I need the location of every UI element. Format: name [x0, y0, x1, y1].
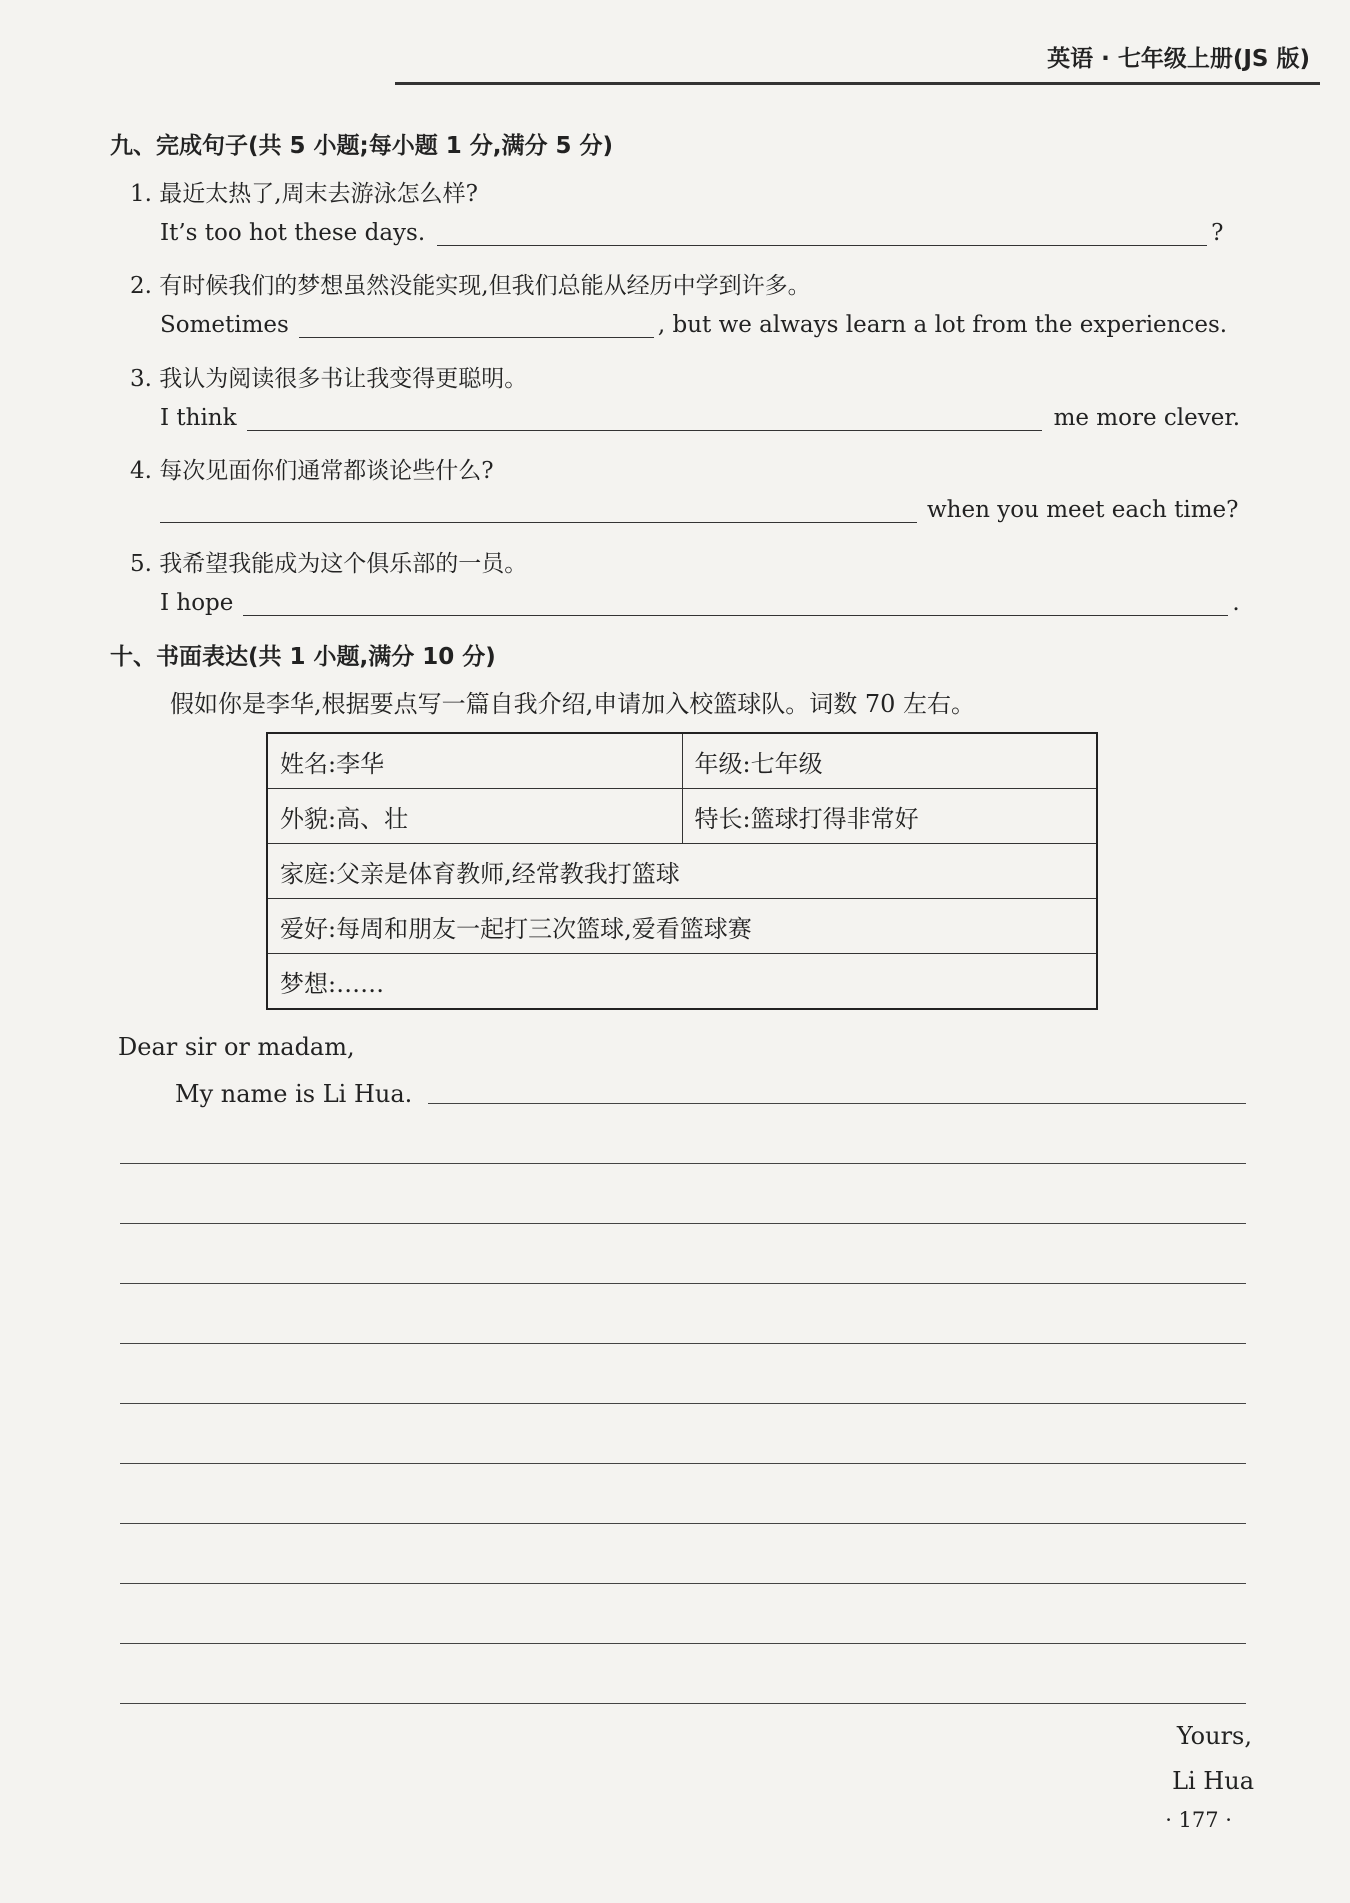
question-3-prefix: I think: [160, 405, 237, 431]
header-rule: [395, 82, 1320, 85]
info-talent: 特长:篮球打得非常好: [682, 789, 1097, 844]
writing-line[interactable]: [120, 1643, 1246, 1644]
letter-opening: My name is Li Hua.: [175, 1080, 413, 1108]
question-3-suffix: me more clever.: [1053, 405, 1241, 431]
section-9-title: 九、完成句子(共 5 小题;每小题 1 分,满分 5 分): [110, 133, 614, 159]
page-header-title: 英语 · 七年级上册(JS 版): [1047, 46, 1310, 72]
question-4-suffix: when you meet each time?: [927, 497, 1239, 523]
writing-line[interactable]: [120, 1463, 1246, 1464]
letter-closing: Yours,: [1176, 1722, 1252, 1750]
writing-line[interactable]: [120, 1283, 1246, 1284]
section-10-title: 十、书面表达(共 1 小题,满分 10 分): [110, 644, 496, 670]
question-2-line: [160, 312, 1227, 338]
question-4-blank[interactable]: [160, 500, 917, 523]
question-5-blank[interactable]: [243, 593, 1228, 616]
writing-line[interactable]: [120, 1163, 1246, 1164]
question-1-chinese: 1. 最近太热了,周末去游泳怎么样?: [130, 181, 478, 207]
question-1-blank[interactable]: [437, 223, 1207, 246]
writing-line[interactable]: [120, 1223, 1246, 1224]
writing-line[interactable]: [120, 1403, 1246, 1404]
question-2-chinese: 2. 有时候我们的梦想虽然没能实现,但我们总能从经历中学到许多。: [130, 273, 811, 299]
question-4-chinese: 4. 每次见面你们通常都谈论些什么?: [130, 458, 494, 484]
page-number: · 177 ·: [1165, 1808, 1232, 1832]
question-1-suffix: ?: [1211, 220, 1224, 246]
writing-prompt: 假如你是李华,根据要点写一篇自我介绍,申请加入校篮球队。词数 70 左右。: [170, 690, 976, 718]
question-2-blank[interactable]: [299, 315, 654, 338]
writing-line[interactable]: [120, 1583, 1246, 1584]
question-3-line: [160, 405, 1240, 431]
question-5-chinese: 5. 我希望我能成为这个俱乐部的一员。: [130, 551, 528, 577]
info-table: [266, 732, 1098, 1010]
letter-signature: Li Hua: [1172, 1767, 1254, 1795]
question-2-suffix: , but we always learn a lot from the experiences.: [657, 312, 1228, 338]
question-5-prefix: I hope: [160, 590, 234, 616]
question-3-blank[interactable]: [247, 408, 1042, 431]
writing-line[interactable]: [120, 1343, 1246, 1344]
writing-line[interactable]: [120, 1703, 1246, 1704]
info-grade: 年级:七年级: [682, 733, 1097, 789]
info-family: 家庭:父亲是体育教师,经常教我打篮球: [267, 844, 1097, 899]
info-dream: 梦想:……: [267, 954, 1097, 1010]
question-3-chinese: 3. 我认为阅读很多书让我变得更聪明。: [130, 366, 528, 392]
info-name: 姓名:李华: [267, 733, 682, 789]
info-looks: 外貌:高、壮: [267, 789, 682, 844]
question-1-line: [160, 220, 1224, 246]
letter-greeting: Dear sir or madam,: [118, 1033, 355, 1061]
writing-line[interactable]: [120, 1523, 1246, 1524]
writing-line[interactable]: [428, 1103, 1246, 1104]
question-2-prefix: Sometimes: [160, 312, 289, 338]
question-1-prefix: It’s too hot these days.: [160, 220, 426, 246]
question-5-line: [160, 590, 1240, 616]
question-5-suffix: .: [1232, 590, 1240, 616]
info-hobby: 爱好:每周和朋友一起打三次篮球,爱看篮球赛: [267, 899, 1097, 954]
question-4-line: [160, 497, 1238, 523]
